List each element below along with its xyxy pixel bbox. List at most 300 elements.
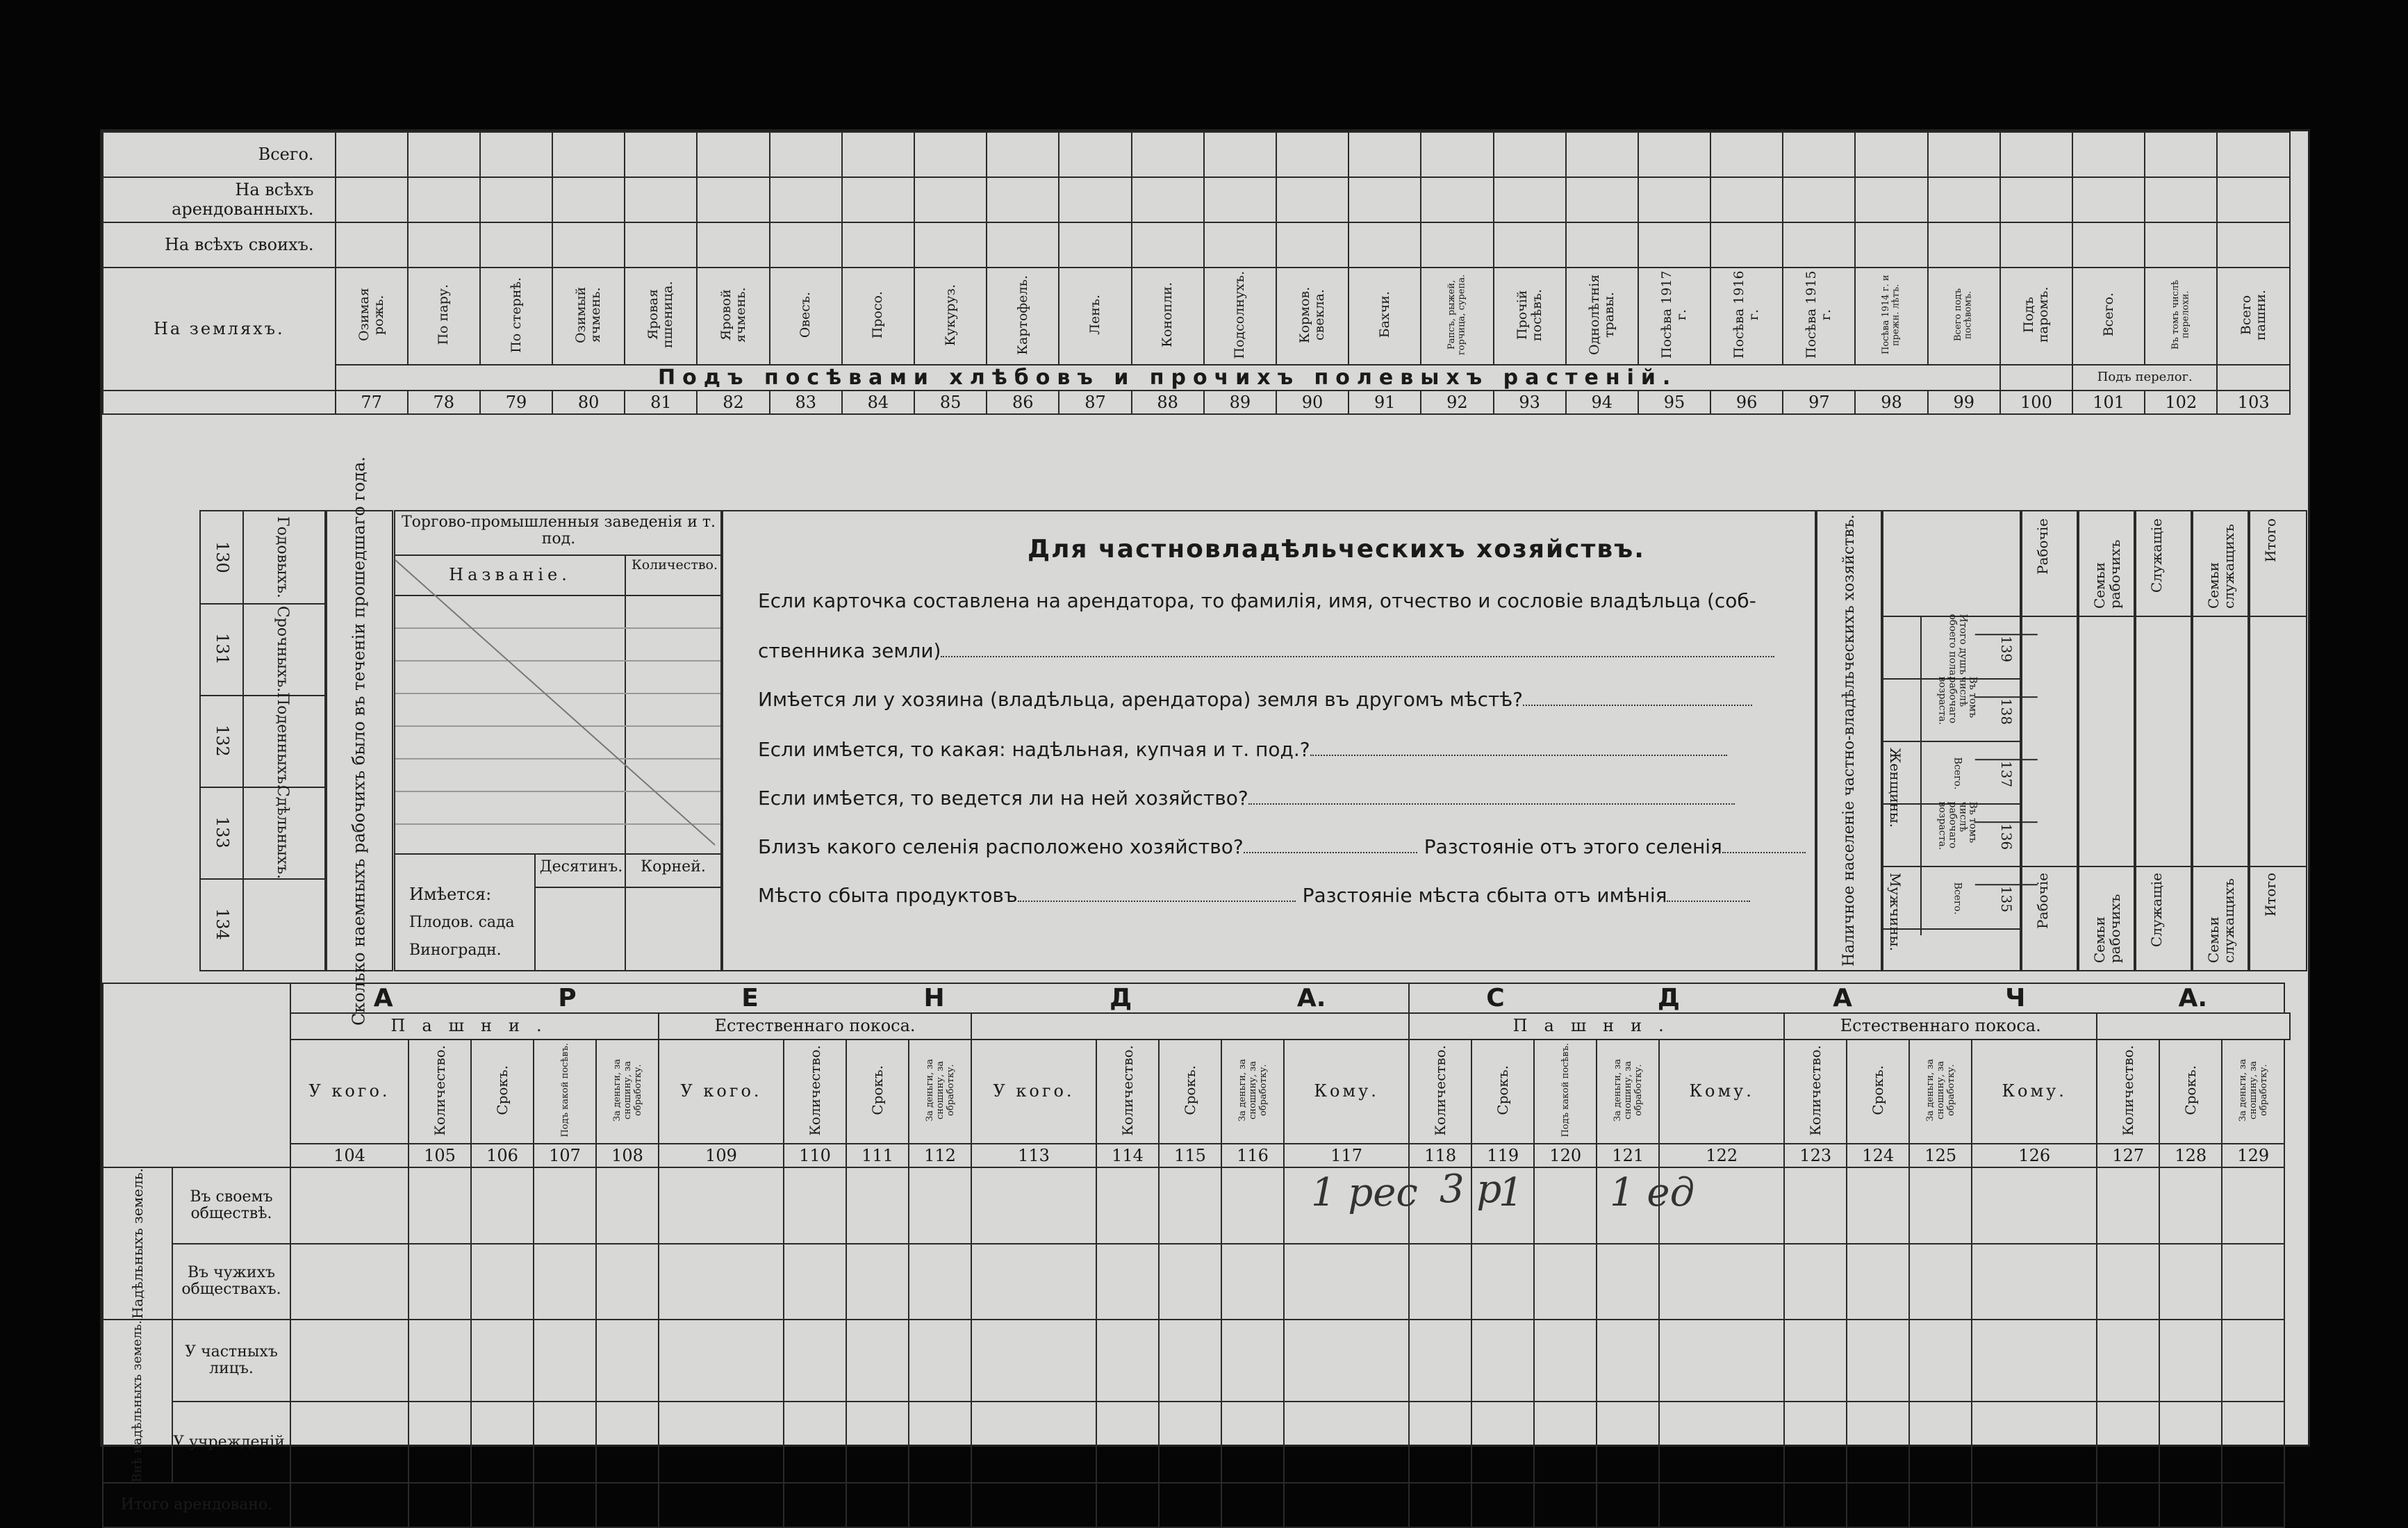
lease-cell — [846, 1167, 909, 1244]
column-number: 115 — [1159, 1144, 1221, 1167]
lease-col-label: Срокъ. — [494, 1065, 511, 1115]
lease-cell — [784, 1244, 846, 1320]
column-number: 90 — [1276, 391, 1349, 414]
column-number: 93 — [1494, 391, 1566, 414]
crop-header-label: Подсолнухъ. — [1232, 270, 1248, 359]
lease-cell — [596, 1320, 659, 1402]
lease-cell — [1847, 1320, 1909, 1402]
lease-col-header — [1909, 1040, 1972, 1144]
lease-col-header — [2097, 1040, 2159, 1144]
lease-cell — [471, 1244, 534, 1320]
summary-col — [2248, 510, 2307, 971]
lease-col-label: Срокъ. — [2182, 1065, 2200, 1115]
lease-col-header — [909, 1040, 971, 1144]
lease-cell — [1909, 1402, 1972, 1484]
crop-header — [1638, 268, 1710, 365]
column-number: 100 — [2000, 391, 2072, 414]
lease-cell — [2159, 1244, 2222, 1320]
lease-cell — [1972, 1320, 2097, 1402]
top-cell — [1421, 177, 1493, 222]
top-cell — [1710, 222, 1783, 268]
crop-header-label: Яровая пшеница. — [645, 281, 676, 349]
lease-col-header — [1659, 1040, 1784, 1144]
worker-type: Сдѣльныхъ. — [274, 785, 292, 880]
sdacha-header — [1409, 983, 2284, 1013]
lease-col-label: Количество. — [2120, 1044, 2137, 1136]
top-cell — [2217, 222, 2290, 268]
summary-label-top: Итого — [2262, 518, 2279, 563]
top-cell — [2000, 365, 2072, 391]
lease-cell — [1534, 1483, 1597, 1527]
top-cell — [1132, 132, 1204, 177]
top-cell — [408, 177, 480, 222]
column-number: 124 — [1847, 1144, 1909, 1167]
top-cell — [1276, 132, 1349, 177]
question-market: Мѣсто сбыта продуктовъ Разстояніе мѣста сбыта отъ имѣнія — [758, 884, 1750, 907]
crop-header — [1204, 268, 1276, 365]
lease-col-label: Срокъ. — [869, 1065, 886, 1115]
lease-cell — [1597, 1483, 1659, 1527]
top-cell — [1349, 132, 1421, 177]
crop-header-label: Посѣва 1916 г. — [1731, 270, 1762, 359]
worker-num: 133 — [201, 787, 244, 878]
top-cell — [1638, 132, 1710, 177]
lease-cell — [1972, 1167, 2097, 1244]
lease-cell — [2097, 1402, 2159, 1484]
lease-col-header — [1597, 1040, 1659, 1144]
crop-header-label: Подъ паромъ. — [2021, 286, 2051, 343]
summary-label-bottom: Семьи служащихъ — [2205, 878, 2237, 963]
column-number: 117 — [1284, 1144, 1409, 1167]
top-cell — [2217, 177, 2290, 222]
top-cell — [1204, 132, 1276, 177]
worker-row — [201, 878, 326, 971]
lease-col-label: Количество. — [1119, 1044, 1136, 1136]
lease-col-header — [2159, 1040, 2222, 1144]
top-cell — [408, 222, 480, 268]
lease-cell — [1909, 1483, 1972, 1527]
lease-col-label: У кого. — [993, 1081, 1075, 1101]
column-number: 121 — [1597, 1144, 1659, 1167]
top-cell — [552, 222, 625, 268]
column-number: 106 — [471, 1144, 534, 1167]
column-number: 111 — [846, 1144, 909, 1167]
lease-col-header — [471, 1040, 534, 1144]
crop-header — [697, 268, 769, 365]
worker-num: 132 — [201, 695, 244, 787]
crop-header-label: Озимая рожь. — [356, 288, 386, 342]
top-cell — [1132, 222, 1204, 268]
population-row — [1882, 678, 2021, 742]
top-cell — [1204, 222, 1276, 268]
lease-cell — [1221, 1402, 1284, 1484]
crop-header — [2072, 268, 2145, 365]
lease-cell — [971, 1483, 1096, 1527]
lease-cell — [2159, 1483, 2222, 1527]
lease-cell — [1909, 1320, 1972, 1402]
lease-table — [102, 983, 2291, 1528]
lease-cell — [1471, 1320, 1534, 1402]
top-cell — [1710, 132, 1783, 177]
lease-cell — [846, 1483, 909, 1527]
summary-label-top: Служащіе — [2148, 518, 2165, 593]
arenda-letter: А — [373, 984, 393, 1012]
crop-header — [770, 268, 842, 365]
lease-cell — [1096, 1244, 1159, 1320]
top-cell — [1276, 177, 1349, 222]
column-number: 96 — [1710, 391, 1783, 414]
arenda-letter: Н — [923, 984, 945, 1012]
lease-cell — [1847, 1244, 1909, 1320]
crop-header-label: Ленъ. — [1087, 295, 1103, 335]
top-cell — [625, 132, 697, 177]
lease-cell — [1409, 1244, 1471, 1320]
column-number: 119 — [1471, 1144, 1534, 1167]
column-number: 108 — [596, 1144, 659, 1167]
lease-cell — [1972, 1483, 2097, 1527]
crop-header — [1132, 268, 1204, 365]
top-cell — [1928, 177, 2000, 222]
column-number: 126 — [1972, 1144, 2097, 1167]
lease-cell — [2097, 1244, 2159, 1320]
column-number: 110 — [784, 1144, 846, 1167]
lease-col-label: Количество. — [1432, 1044, 1449, 1136]
summary-label-bottom: Семьи рабочихъ — [2091, 894, 2123, 963]
column-number: 92 — [1421, 391, 1493, 414]
lease-cell — [1409, 1320, 1471, 1402]
lease-col-label: За деньги, за сношину, за обработку. — [611, 1059, 643, 1122]
crop-header-label: Рапсъ, рыжей, горчица, сурепа. — [1446, 274, 1467, 356]
lease-cell — [971, 1244, 1096, 1320]
crop-header-label: Прочій посѣвъ. — [1514, 288, 1544, 341]
lease-col-header — [2222, 1040, 2284, 1144]
column-number: 129 — [2222, 1144, 2284, 1167]
arenda-letter: Д — [1110, 984, 1132, 1012]
top-cell — [1132, 177, 1204, 222]
worker-type: Годовыхъ. — [274, 516, 292, 598]
lease-cell — [909, 1167, 971, 1244]
lease-cell — [1159, 1167, 1221, 1244]
lease-col-label: У кого. — [680, 1081, 762, 1101]
lease-cell — [1847, 1402, 1909, 1484]
diagonal-strike — [395, 553, 722, 970]
lease-cell — [471, 1402, 534, 1484]
lease-cell — [1471, 1244, 1534, 1320]
top-cell — [697, 177, 769, 222]
top-cell — [842, 132, 914, 177]
lease-cell — [1159, 1402, 1221, 1484]
group-nadel: Надѣльныхъ земель. — [103, 1167, 172, 1320]
lease-cell — [1784, 1244, 1847, 1320]
lease-cell — [2159, 1167, 2222, 1244]
lease-cell — [1534, 1167, 1597, 1244]
crop-header — [1855, 268, 1927, 365]
lease-cell — [1471, 1483, 1534, 1527]
lease-col-header — [1784, 1040, 1847, 1144]
lease-cell — [596, 1483, 659, 1527]
top-cell — [1566, 177, 1638, 222]
lease-cell — [971, 1402, 1096, 1484]
lease-cell — [290, 1167, 409, 1244]
crop-header — [1710, 268, 1783, 365]
crop-header-label: Посѣва 1915 г. — [1804, 270, 1834, 359]
top-cell — [336, 222, 408, 268]
orchard-label: Плодов. сада — [409, 914, 515, 931]
column-number: 101 — [2072, 391, 2145, 414]
lease-cell — [471, 1167, 534, 1244]
crop-header-label: Озимый ячмень. — [573, 286, 604, 343]
column-number: 105 — [409, 1144, 471, 1167]
column-number: 114 — [1096, 1144, 1159, 1167]
top-row-label: Всего. — [103, 132, 336, 177]
lease-cell — [1096, 1320, 1159, 1402]
top-cell — [1638, 222, 1710, 268]
top-cell — [1059, 222, 1131, 268]
crop-header-label: Яровой ячмень. — [718, 287, 748, 343]
trade-block — [394, 510, 723, 971]
crop-header — [480, 268, 552, 365]
crop-header-label: Всего. — [2100, 293, 2116, 337]
top-row-label: На земляхъ. — [103, 268, 336, 391]
crop-header — [336, 268, 408, 365]
column-number: 97 — [1783, 391, 1855, 414]
lease-cell — [290, 1244, 409, 1320]
lease-cell — [471, 1320, 534, 1402]
lease-cell — [971, 1167, 1096, 1244]
roots-header: Корней. — [641, 858, 706, 876]
worker-row — [201, 787, 326, 880]
top-cell — [2217, 365, 2290, 391]
summary-label-top: Рабочіе — [2034, 518, 2051, 575]
lease-cell — [1659, 1402, 1784, 1484]
column-number: 84 — [842, 391, 914, 414]
top-cell — [1204, 177, 1276, 222]
top-cell — [552, 177, 625, 222]
top-cell — [914, 132, 987, 177]
top-cell — [1783, 177, 1855, 222]
lease-cell — [846, 1320, 909, 1402]
top-cell — [2000, 132, 2072, 177]
lease-cell — [659, 1402, 784, 1484]
lease-cell — [784, 1402, 846, 1484]
top-cell — [770, 132, 842, 177]
census-card — [100, 129, 2310, 1514]
crop-header — [842, 268, 914, 365]
top-cell — [2217, 132, 2290, 177]
crop-header — [1566, 268, 1638, 365]
lease-cell — [909, 1244, 971, 1320]
worker-row — [201, 511, 326, 605]
pashni-header: Пашни. — [1409, 1013, 1784, 1040]
lease-col-label: Количество. — [431, 1044, 448, 1136]
lease-cell — [2159, 1320, 2222, 1402]
crop-table — [102, 131, 2291, 415]
lease-cell — [1471, 1402, 1534, 1484]
lease-cell — [409, 1320, 471, 1402]
lease-cell — [2222, 1320, 2284, 1402]
lease-cell — [409, 1167, 471, 1244]
lease-col-header — [1972, 1040, 2097, 1144]
crop-header-label: По пару. — [436, 284, 452, 345]
lease-cell — [534, 1244, 596, 1320]
handwriting-term: 1 — [1499, 1170, 1524, 1215]
lease-cell — [1096, 1402, 1159, 1484]
population-num: 136 — [1975, 821, 2038, 851]
top-cell — [2000, 222, 2072, 268]
lease-cell — [909, 1320, 971, 1402]
crop-header-label: Посѣва 1914 г. и прежн. лѣтъ. — [1881, 274, 1902, 355]
women-label: Женщины. — [1887, 748, 1904, 828]
lease-col-label: Кому. — [1314, 1081, 1379, 1101]
lease-cell — [1784, 1320, 1847, 1402]
population-num: 137 — [1975, 759, 2038, 788]
lease-cell — [659, 1167, 784, 1244]
lease-row-label: У учрежденій. — [172, 1402, 290, 1484]
top-cell — [2145, 132, 2217, 177]
lease-col-header — [659, 1040, 784, 1144]
column-number: 103 — [2217, 391, 2290, 414]
top-cell — [2000, 177, 2072, 222]
crop-header-label: Всего пашни. — [2238, 289, 2268, 340]
lease-extra — [2097, 1013, 2290, 1040]
column-number: 112 — [909, 1144, 971, 1167]
lease-cell — [971, 1320, 1096, 1402]
lease-col-label: За деньги, за сношину, за обработку. — [1237, 1059, 1269, 1122]
top-cell — [914, 222, 987, 268]
population-num: 135 — [1975, 884, 2038, 913]
lease-cell — [1221, 1167, 1284, 1244]
arenda-letter: Р — [558, 984, 577, 1012]
summary-col — [2020, 510, 2079, 971]
top-cell — [480, 132, 552, 177]
vineyard-label: Виноградн. — [409, 942, 502, 959]
column-number: 113 — [971, 1144, 1096, 1167]
lease-cell — [2222, 1244, 2284, 1320]
top-cell — [842, 177, 914, 222]
top-cell — [1276, 222, 1349, 268]
lease-col-header — [1159, 1040, 1221, 1144]
lease-cell — [784, 1483, 846, 1527]
lease-cell — [1534, 1244, 1597, 1320]
lease-col-header — [1096, 1040, 1159, 1144]
summary-label-bottom: Рабочіе — [2034, 873, 2051, 929]
column-number: 86 — [987, 391, 1059, 414]
top-cell — [1710, 177, 1783, 222]
column-number: 77 — [336, 391, 408, 414]
column-number: 109 — [659, 1144, 784, 1167]
top-cell — [1494, 177, 1566, 222]
lease-cell — [846, 1402, 909, 1484]
lease-col-label: Кому. — [2002, 1081, 2067, 1101]
lease-col-label: У кого. — [308, 1081, 390, 1101]
top-cell — [336, 177, 408, 222]
lease-cell — [1659, 1320, 1784, 1402]
top-cell — [408, 132, 480, 177]
top-cell — [2145, 177, 2217, 222]
column-number: 127 — [2097, 1144, 2159, 1167]
lease-col-label: Срокъ. — [1494, 1065, 1512, 1115]
column-number: 88 — [1132, 391, 1204, 414]
lease-col-header — [1221, 1040, 1284, 1144]
column-number: 99 — [1928, 391, 2000, 414]
lease-cell — [1784, 1402, 1847, 1484]
population-block — [1815, 510, 2308, 969]
lease-cell — [1159, 1244, 1221, 1320]
top-cell — [697, 132, 769, 177]
population-num: 139 — [1975, 634, 2038, 663]
top-cell — [1928, 222, 2000, 268]
lease-cell — [1847, 1167, 1909, 1244]
top-row-label: На всѣхъ арендованныхъ. — [103, 177, 336, 222]
crop-header — [1928, 268, 2000, 365]
population-row — [1882, 616, 2021, 680]
crop-header-label: Бахчи. — [1376, 291, 1392, 338]
lease-cell — [1409, 1483, 1471, 1527]
lease-cell — [2097, 1320, 2159, 1402]
worker-row — [201, 692, 326, 789]
question-owner-cont: ственника земли) — [758, 639, 1774, 662]
population-num: 138 — [1975, 696, 2038, 725]
lease-cell — [659, 1244, 784, 1320]
top-cell — [2072, 177, 2145, 222]
lease-cell — [1909, 1167, 1972, 1244]
top-cell — [336, 132, 408, 177]
lease-cell — [1096, 1167, 1159, 1244]
sdacha-letter: Д — [1657, 984, 1680, 1012]
lease-col-header — [534, 1040, 596, 1144]
column-number: 83 — [770, 391, 842, 414]
top-row-label: На всѣхъ своихъ. — [103, 222, 336, 268]
lease-cell — [596, 1402, 659, 1484]
top-cell — [842, 222, 914, 268]
lease-cell — [1096, 1483, 1159, 1527]
lease-cell — [290, 1320, 409, 1402]
lease-cell — [1597, 1402, 1659, 1484]
trade-qty-header: Количество. — [632, 557, 718, 573]
crop-header — [2217, 268, 2290, 365]
population-label: Всего. — [1952, 882, 1964, 915]
lease-extra — [971, 1013, 1409, 1040]
sdacha-letter: Ч — [2005, 984, 2026, 1012]
top-cell — [987, 177, 1059, 222]
column-number: 118 — [1409, 1144, 1471, 1167]
summary-col — [2191, 510, 2250, 971]
trade-title: Торгово-промышленныя заведенія и т. под. — [401, 514, 716, 548]
lease-corner — [103, 983, 290, 1167]
lease-cell — [1221, 1244, 1284, 1320]
lease-cell — [1784, 1167, 1847, 1244]
top-cell — [1638, 177, 1710, 222]
sdacha-letter: А — [1833, 984, 1853, 1012]
lease-cell — [409, 1483, 471, 1527]
lease-col-label: За деньги, за сношину, за обработку. — [1612, 1059, 1644, 1122]
lease-cell — [1159, 1483, 1221, 1527]
top-cell — [914, 177, 987, 222]
crop-header-label: Кормов. свекла. — [1297, 286, 1328, 343]
top-cell — [625, 177, 697, 222]
lease-cell — [290, 1402, 409, 1484]
column-number: 95 — [1638, 391, 1710, 414]
top-cell — [697, 222, 769, 268]
pokos-header: Естественнаго покоса. — [1784, 1013, 2097, 1040]
question-land-kind: Если имѣется, то какая: надѣльная, купчая и т. под.? — [758, 738, 1727, 761]
lease-col-header — [409, 1040, 471, 1144]
lease-cell — [1784, 1483, 1847, 1527]
lease-cell — [1284, 1483, 1409, 1527]
column-number: 81 — [625, 391, 697, 414]
summary-col — [2134, 510, 2193, 971]
lease-cell — [471, 1483, 534, 1527]
